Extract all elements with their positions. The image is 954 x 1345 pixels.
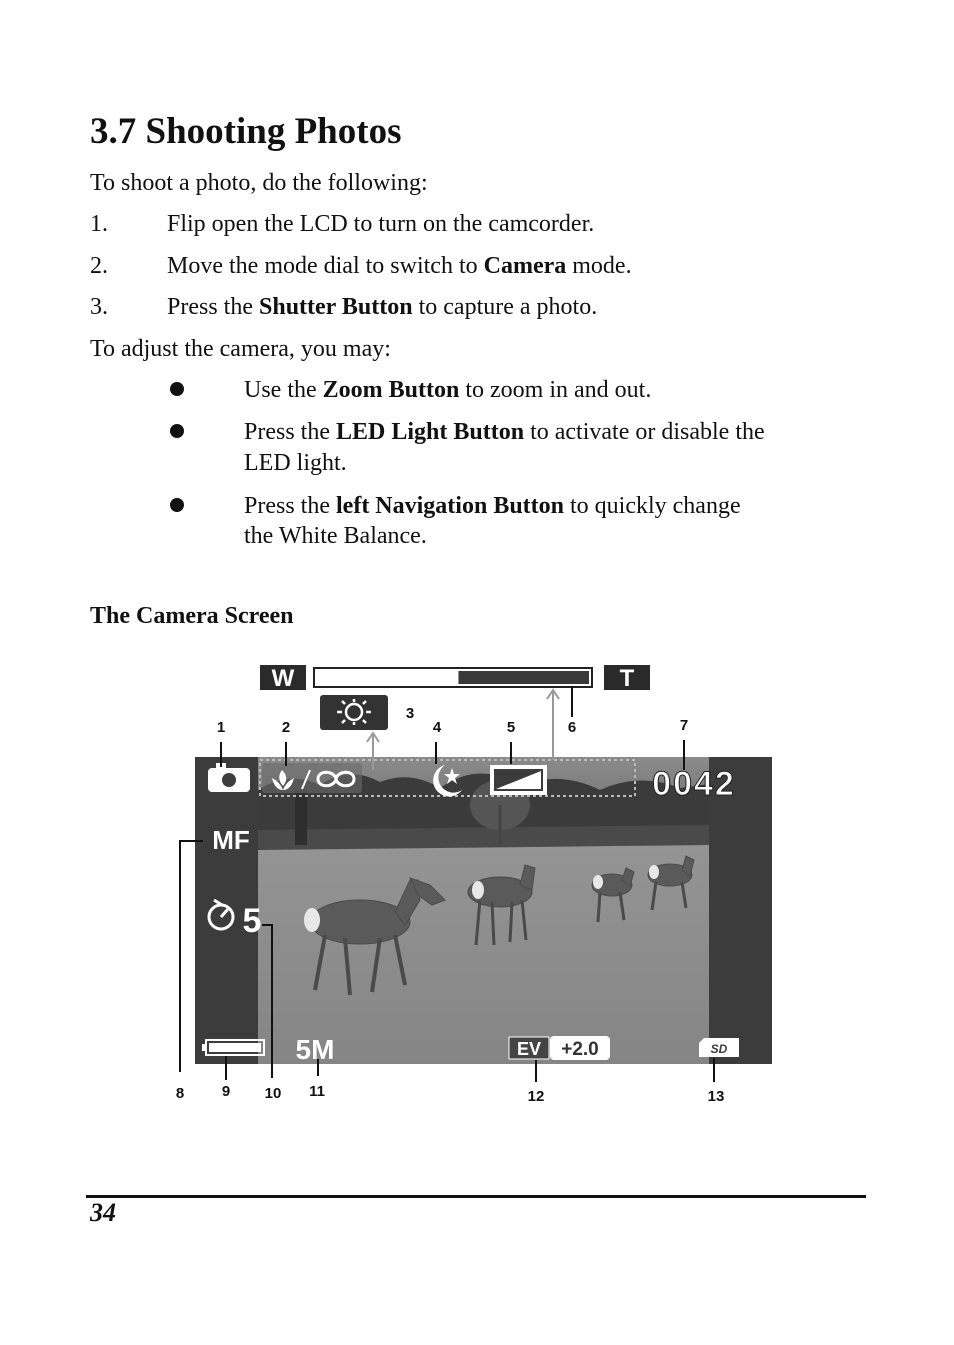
intro-text: To shoot a photo, do the following: (90, 170, 428, 196)
self-timer-value: 5 (242, 902, 262, 940)
bullet-text: Press the left Navigation Button to quickly change (244, 493, 741, 519)
shot-counter: 0042 (652, 765, 736, 803)
callout-8: 8 (175, 1085, 185, 1102)
step-number: 3. (90, 294, 108, 320)
adjust-intro-text: To adjust the camera, you may: (90, 336, 391, 362)
callout-9: 9 (221, 1083, 231, 1100)
callout-11: 11 (309, 1083, 325, 1100)
ev-value: +2.0 (561, 1039, 599, 1060)
preview-photo (258, 757, 709, 1064)
callout-4: 4 (432, 719, 442, 736)
callout-1: 1 (216, 719, 226, 736)
step-text: Move the mode dial to switch to Camera mode. (167, 253, 632, 279)
sd-card-label: SD (710, 1042, 728, 1056)
zoom-tele-label: T (619, 665, 635, 692)
step-text: Flip open the LCD to turn on the camcorder. (167, 211, 595, 237)
page-number: 34 (90, 1198, 116, 1227)
zoom-fill (458, 671, 589, 684)
ev-label: EV (516, 1039, 542, 1059)
callout-2: 2 (281, 719, 291, 736)
bullet-text: Use the Zoom Button to zoom in and out. (244, 377, 652, 403)
bullet-text: Press the LED Light Button to activate or disable the (244, 419, 765, 445)
zoom-wide-label: W (271, 665, 295, 692)
bullet-text-continued: the White Balance. (244, 523, 427, 549)
focus-mode-label: MF (212, 825, 250, 855)
section-title: 3.7 Shooting Photos (90, 111, 402, 152)
footer-rule (86, 1195, 866, 1198)
callout-13: 13 (707, 1088, 725, 1105)
exposure-value-badge (509, 1036, 610, 1060)
bullet-text-continued: LED light. (244, 450, 347, 476)
resolution-label: 5M (295, 1034, 335, 1065)
callout-12: 12 (527, 1088, 545, 1105)
callout-10: 10 (264, 1085, 282, 1102)
callout-7: 7 (679, 717, 689, 734)
zoom-bar (260, 665, 650, 692)
step-number: 1. (90, 211, 108, 237)
callout-3: 3 (405, 705, 415, 722)
camera-screen-heading: The Camera Screen (90, 603, 294, 629)
white-balance-sun-icon (320, 695, 388, 730)
sd-card-icon (699, 1038, 739, 1057)
callout-5: 5 (506, 719, 516, 736)
callout-6: 6 (567, 719, 577, 736)
macro-infinity-icon (262, 763, 362, 793)
backlight-icon (490, 765, 547, 795)
step-text: Press the Shutter Button to capture a photo. (167, 294, 598, 320)
step-number: 2. (90, 253, 108, 279)
